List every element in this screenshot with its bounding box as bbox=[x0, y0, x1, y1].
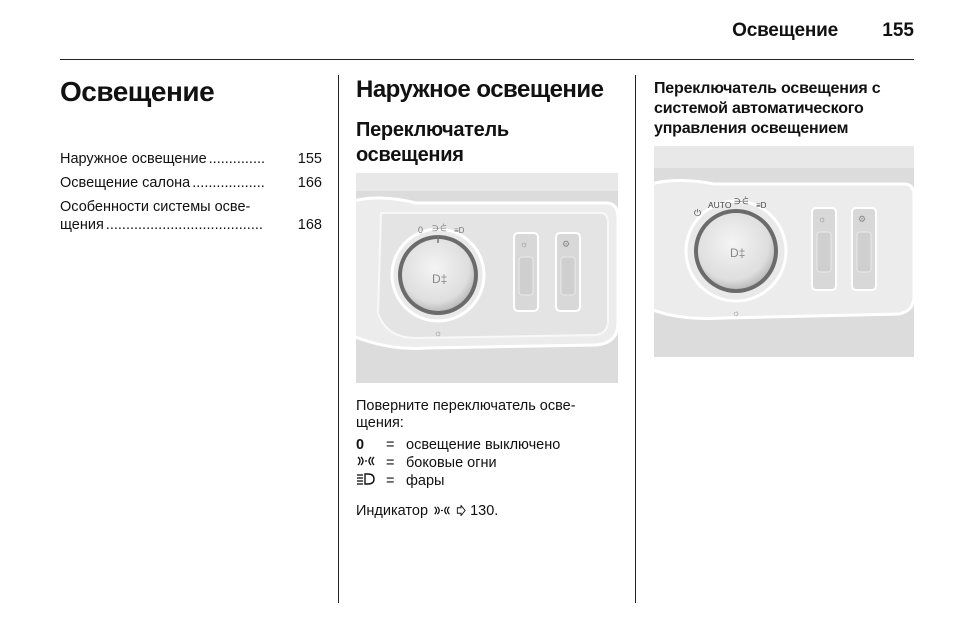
indicator-page: 130. bbox=[470, 503, 499, 519]
section-title: Наружное освещение bbox=[356, 76, 604, 103]
instruction-text: Поверните переключатель осве- щения: bbox=[356, 398, 576, 431]
toc-entry-page: 155 bbox=[297, 151, 322, 167]
fig2-auto-label: AUTO bbox=[708, 200, 732, 210]
chapter-title: Освещение bbox=[60, 76, 215, 107]
svg-text:⚙: ⚙ bbox=[858, 214, 867, 224]
toc-entry-text: Особенности системы осве- bbox=[60, 199, 251, 215]
fig1-off-label: 0 bbox=[418, 225, 424, 235]
off-symbol: 0 bbox=[356, 437, 365, 453]
svg-text:⏻: ⏻ bbox=[694, 208, 702, 218]
toc-entry[interactable] bbox=[60, 174, 322, 192]
toc-entry[interactable] bbox=[60, 198, 322, 234]
svg-text:☼: ☼ bbox=[732, 308, 741, 318]
toc-entry-text: Наружное освещение bbox=[60, 151, 207, 167]
toc-entry-page: 168 bbox=[297, 217, 322, 233]
toc-entry[interactable] bbox=[60, 150, 322, 168]
indicator-label: Индикатор bbox=[356, 503, 429, 519]
sidelights-mark: ⋺⋵ bbox=[432, 224, 447, 233]
sidelights-indicator-icon bbox=[432, 503, 456, 519]
subsection-title: Переключатель освещения bbox=[356, 119, 509, 166]
auto-light-switch-illustration bbox=[654, 146, 914, 357]
svg-text:D‡: D‡ bbox=[730, 246, 746, 260]
column-divider-2 bbox=[635, 75, 636, 603]
svg-text:⚙: ⚙ bbox=[562, 239, 571, 249]
light-switch-figure bbox=[356, 173, 618, 383]
knob-symbol: D‡ bbox=[432, 272, 448, 286]
column-divider-1 bbox=[338, 75, 339, 603]
toc-leader: .............. bbox=[208, 151, 266, 167]
headlights-mark: ≡D bbox=[454, 226, 465, 235]
equals-sign: = bbox=[386, 473, 395, 489]
toc-entry-text: Освещение салона bbox=[60, 175, 191, 191]
running-header-title: Освещение bbox=[732, 20, 838, 41]
svg-text:☼: ☼ bbox=[818, 214, 827, 224]
equals-sign: = bbox=[386, 455, 395, 471]
indicator-reference[interactable] bbox=[356, 503, 498, 519]
svg-text:⋺⋵: ⋺⋵ bbox=[734, 197, 749, 206]
position-headlights-text: фары bbox=[406, 473, 445, 489]
position-off-text: освещение выключено bbox=[406, 437, 561, 453]
toc-leader: ....................................... bbox=[105, 217, 263, 233]
equals-sign: = bbox=[386, 437, 395, 453]
header-divider bbox=[60, 59, 914, 60]
sidelights-icon bbox=[356, 455, 386, 471]
svg-text:☼: ☼ bbox=[434, 328, 443, 338]
position-sidelights-text: боковые огни bbox=[406, 455, 497, 471]
light-switch-illustration bbox=[356, 173, 618, 383]
auto-light-switch-figure bbox=[654, 146, 914, 357]
table-of-contents bbox=[60, 150, 322, 240]
toc-leader: .................. bbox=[192, 175, 265, 191]
switch-positions-list bbox=[356, 436, 618, 490]
position-headlights-row bbox=[356, 472, 618, 490]
auto-light-section-title: Переключатель освещения с системой автоматического управления освещением bbox=[654, 80, 881, 137]
page-reference-arrow-icon bbox=[456, 503, 470, 519]
position-off-row bbox=[356, 436, 618, 454]
svg-text:≡D: ≡D bbox=[756, 201, 767, 210]
toc-entry-page: 166 bbox=[297, 175, 322, 191]
page-number: 155 bbox=[882, 20, 914, 41]
toc-entry-text-continued: щения bbox=[60, 217, 104, 233]
headlights-icon bbox=[356, 473, 386, 489]
svg-text:☼: ☼ bbox=[520, 239, 529, 249]
position-sidelights-row bbox=[356, 454, 618, 472]
